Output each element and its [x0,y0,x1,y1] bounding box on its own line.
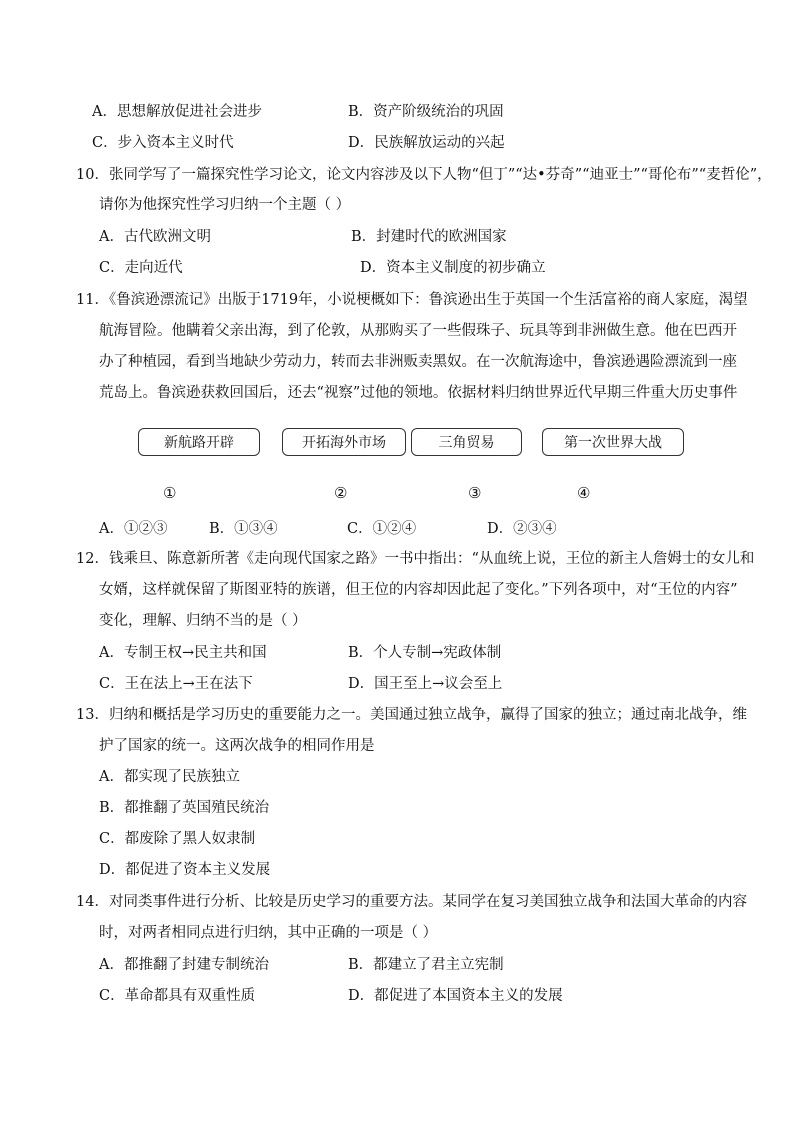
q10-option-d: D．资本主义制度的初步确立 [360,260,546,276]
q14-option-d: D．都促进了本国资本主义的发展 [348,988,563,1004]
q9-option-d: D．民族解放运动的兴起 [348,135,505,151]
q13-option-d: D．都促进了资本主义发展 [99,862,271,878]
q14-option-b: B．都建立了君主立宪制 [348,957,504,973]
event-number-4: ④ [577,484,591,502]
q11-option-b: B．①③④ [209,521,278,537]
q13-stem-line2: 护了国家的统一。这两次战争的相同作用是 [99,738,375,754]
q12-stem-line1: 12．钱乘旦、陈意新所著《走向现代国家之路》一书中指出：“从血统上说，王位的新主人詹姆士的女儿和 [76,551,755,567]
q11-stem-line1: 11．《鲁滨逊漂流记》出版于1719年，小说梗概如下：鲁滨逊出生于英国一个生活富裕的商人家庭，渴望 [76,292,748,308]
event-box-2 [282,428,406,456]
q11-stem-line3: 办了种植园，看到当地缺少劳动力，转而去非洲贩卖黑奴。在一次航海途中，鲁滨逊遇险漂流到一座 [99,354,737,370]
event-box-3-label: 三角贸易 [438,435,495,451]
q11-option-d: D．②③④ [487,521,557,537]
q11-stem-line4: 荒岛上。鲁滨逊获救回国后，还去“视察”过他的领地。依据材料归纳世界近代早期三件重大历史事件 [99,385,738,401]
event-box-4-label: 第一次世界大战 [564,435,662,451]
event-box-3 [411,428,522,456]
event-number-2: ② [334,484,348,502]
q14-stem-line1: 14．对同类事件进行分析、比较是历史学习的重要方法。某同学在复习美国独立战争和法国大革命的内容 [76,894,747,910]
q10-stem-line1: 10．张同学写了一篇探究性学习论文，论文内容涉及以下人物“但丁”“达•芬奇”“迪亚士”“哥伦布”“麦哲伦”， [76,167,772,183]
q13-option-c: C．都废除了黑人奴隶制 [99,831,256,847]
event-box-4 [542,428,684,456]
event-box-2-label: 开拓海外市场 [302,435,386,451]
q12-stem-line3: 变化，理解、归纳不当的是（ ） [99,613,307,629]
event-box-1 [138,428,260,456]
q14-option-a: A．都推翻了封建专制统治 [99,957,269,973]
q12-option-c: C．王在法上→王在法下 [99,676,253,692]
q14-option-c: C．革命都具有双重性质 [99,988,256,1004]
event-number-3: ③ [468,484,482,502]
q10-stem-line2: 请你为他探究性学习归纳一个主题（ ） [99,197,351,213]
event-number-1: ① [163,484,177,502]
q9-option-a: A．思想解放促进社会进步 [92,104,262,120]
q11-option-a: A．①②③ [99,521,168,537]
q12-option-d: D．国王至上→议会至上 [348,676,503,692]
q13-option-a: A．都实现了民族独立 [99,769,240,785]
q11-option-c: C．①②④ [347,521,417,537]
event-box-1-label: 新航路开辟 [164,435,234,451]
q12-option-a: A．专制王权→民主共和国 [99,645,267,661]
q13-option-b: B．都推翻了英国殖民统治 [99,800,270,816]
q9-option-b: B．资产阶级统治的巩固 [348,104,504,120]
q9-option-c: C．步入资本主义时代 [92,135,234,151]
q14-stem-line2: 时，对两者相同点进行归纳，其中正确的一项是（ ） [99,925,438,941]
q10-option-c: C．走向近代 [99,260,183,276]
q13-stem-line1: 13．归纳和概括是学习历史的重要能力之一。美国通过独立战争，赢得了国家的独立；通过南北战争，维 [76,707,747,723]
q12-stem-line2: 女婿，这样就保留了斯图亚特的族谱，但王位的内容却因此起了变化。”下列各项中，对“王位的内容” [99,582,738,598]
q12-option-b: B．个人专制→宪政体制 [348,645,502,661]
q11-stem-line2: 航海冒险。他瞒着父亲出海，到了伦敦，从那购买了一些假珠子、玩具等到非洲做生意。他在巴西开 [99,323,737,339]
q10-option-b: B．封建时代的欧洲国家 [351,229,507,245]
q10-option-a: A．古代欧洲文明 [99,229,211,245]
